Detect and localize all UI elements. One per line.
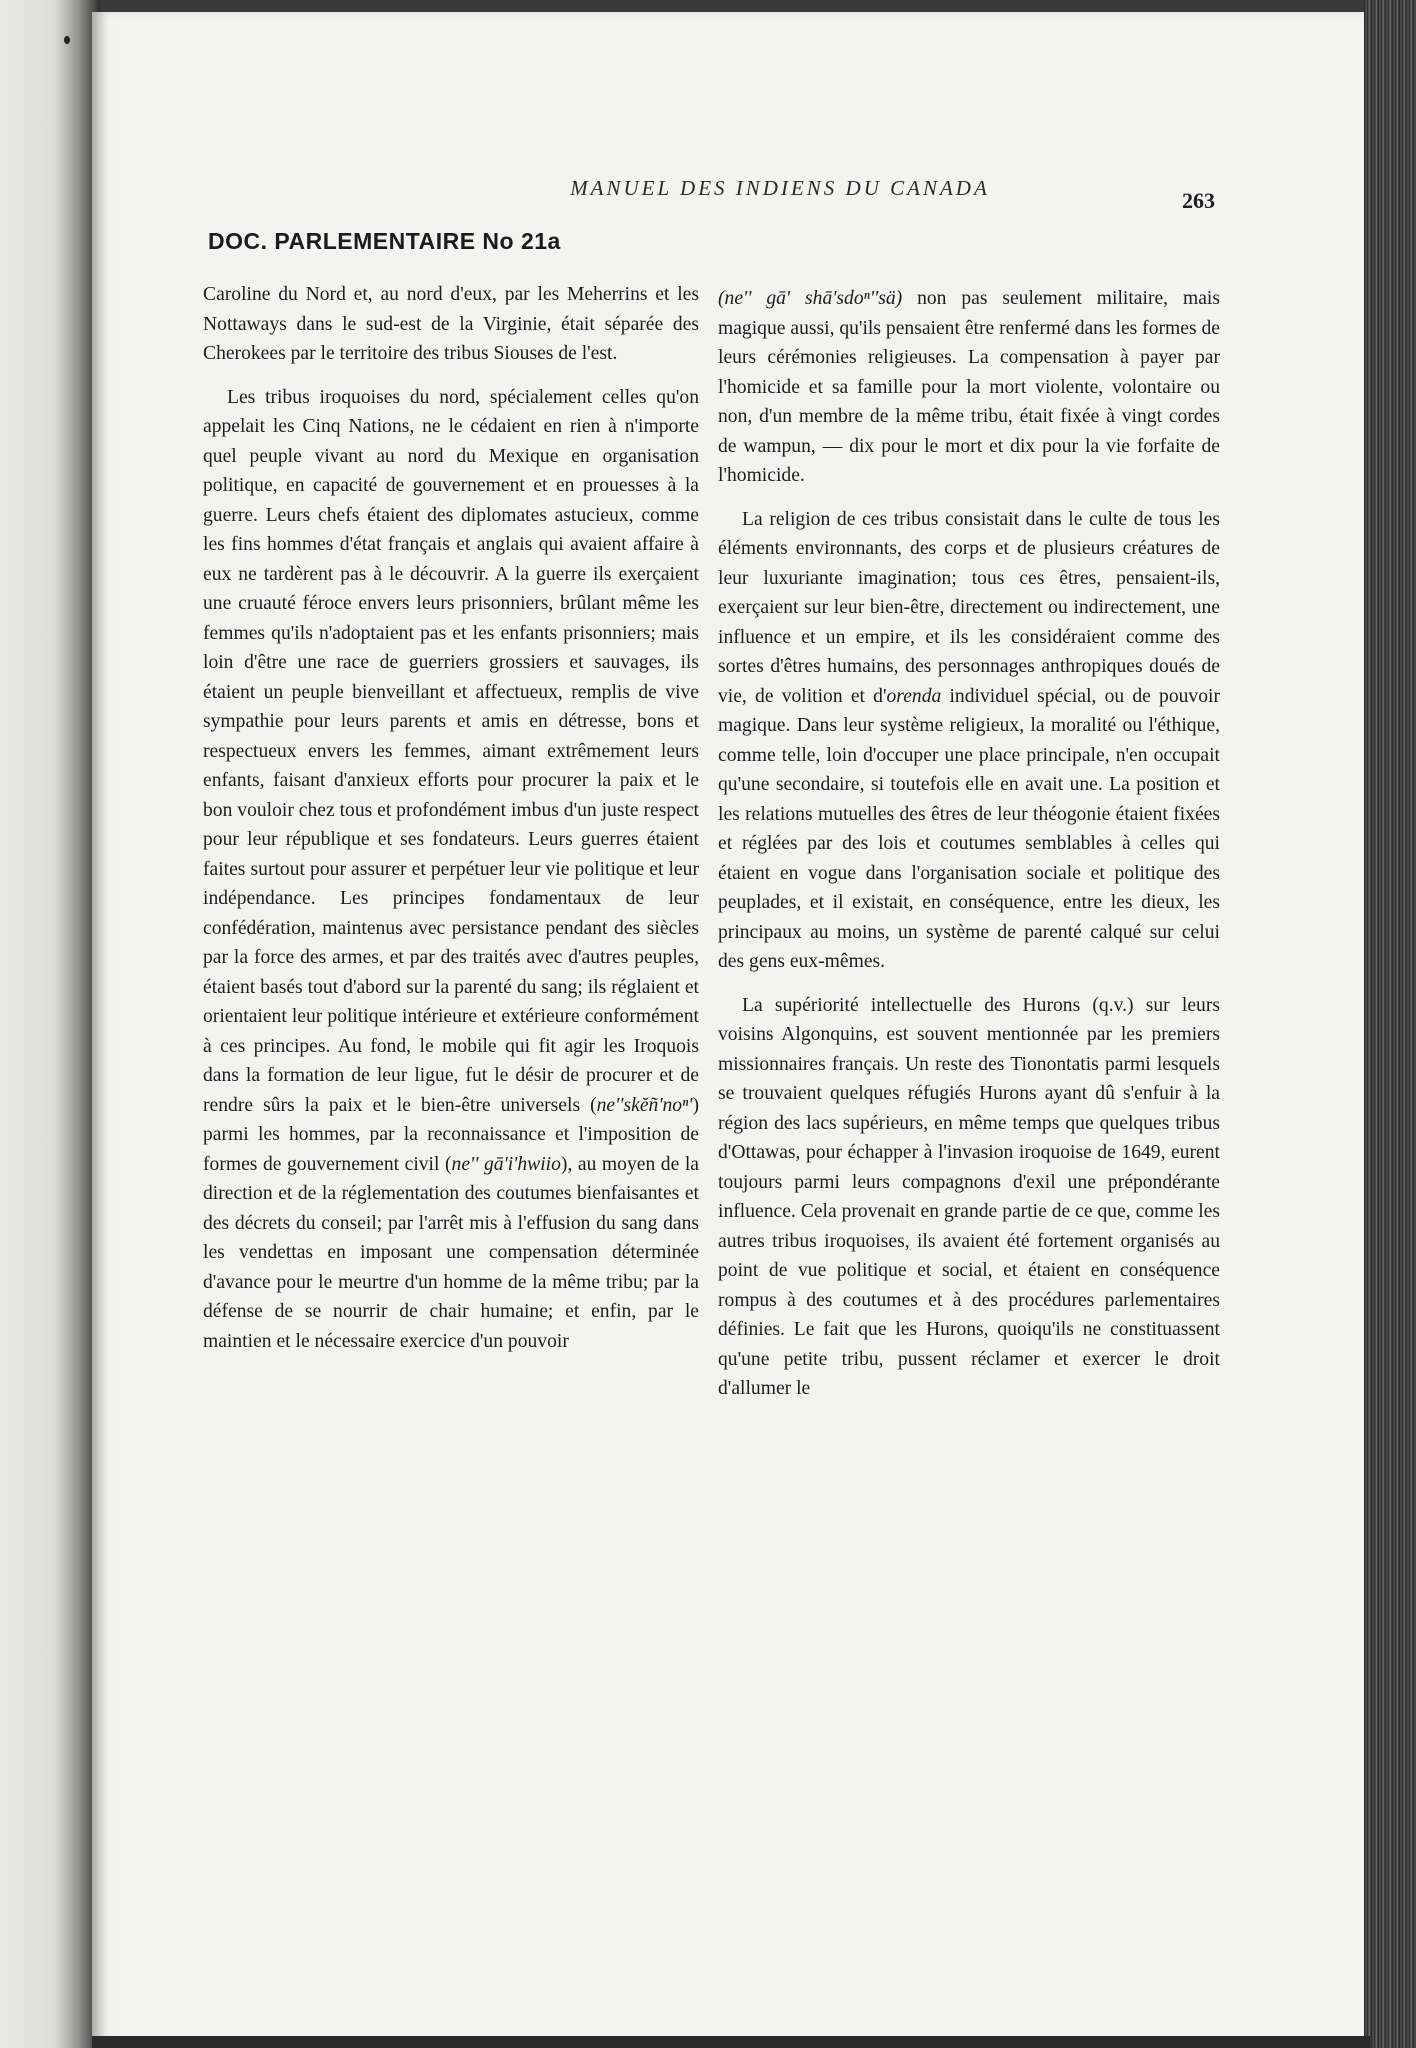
page-number: 263 [1182, 188, 1215, 213]
iroquois-term: (ne'' gā' shā'sdoⁿ''sä) [718, 288, 903, 309]
paragraph: La supériorité intellectuelle des Hurons (q.v.) sur leurs voisins Algonquins, est souvent mentionnée par les premiers missionnaires français. Un reste des Tionontatis parmi lesquels se trouvaient quelques réfugiés Hurons ayant dû s'enfuir à la région des lacs supérieurs, en même temps que quelques tribus d'Ottawas, pour échapper à l'invasion iroquoise de 1649, eurent toujours parmi leurs compagnons d'exil une prépondérante influence. Cela provenait en grande partie de ce que, comme les autres tribus iroquoises, ils avaient été fortement organisés au point de vue politique et social, et étaient en conséquence rompus à des coutumes et à des procédures parlementaires définies. Le fait que les Hurons, quoiqu'ils ne constituassent qu'une petite tribu, pussent réclamer et exercer le droit d'allumer le [718, 994, 1220, 1399]
doc-label: DOC. PARLEMENTAIRE No 21a [208, 228, 561, 254]
running-head: MANUEL DES INDIENS DU CANADA [570, 176, 990, 200]
iroquois-term: ne''skĕñ'noⁿ' [596, 1094, 693, 1116]
right-column [718, 284, 1220, 1404]
paragraph: Caroline du Nord et, au nord d'eux, par les Meherrins et les Nottaways dans le sud-est de la Virginie, était séparée des Cherokees par le territoire des tribus Siouses de l'est. [203, 284, 699, 364]
iroquois-term: orenda [886, 685, 942, 707]
book-right-edge [1364, 0, 1416, 2048]
paragraph: (ne'' gā' shā'sdoⁿ''sä) non pas seulement militaire, mais magique aussi, qu'ils pensaient être renfermé dans les formes de leurs cérémonies religieuses. La compensation à payer par l'homicide et sa famille pour la mort violente, volontaire ou non, d'un membre de la même tribu, était fixée à vingt cordes de wampun, — dix pour le mort et dix pour la vie forfaite de l'homicide. [718, 288, 1220, 486]
book-bottom-edge [92, 2036, 1370, 2048]
scan-speck [64, 36, 70, 44]
iroquois-term: ne'' gā'i'hwiio [451, 1153, 561, 1175]
book-left-edge [0, 0, 100, 2048]
left-column [203, 280, 699, 1356]
paragraph: La religion de ces tribus consistait dans le culte de tous les éléments environnants, des corps et de plusieurs créatures de leur luxuriante imagination; tous ces êtres, pensaient-ils, exerçaient sur leur bien-être, directement ou indirectement, une influence et un empire, et ils les considéraient comme des sortes d'êtres humains, des personnages anthropiques doués de vie, de volition et d'orenda individuel spécial, ou de pouvoir magique. Dans leur système religieux, la moralité ou l'éthique, comme telle, loin d'occuper une place principale, n'en occupait qu'une secondaire, si toutefois elle en avait une. La position et les relations mutuelles des êtres de leur théogonie étaient fixées et réglées par des lois et coutumes semblables à celles qui étaient en vogue dans l'organisation sociale et politique des peuplades, et il existait, en conséquence, entre les dieux, les principaux au moins, un système de parenté calqué sur celui des gens eux-mêmes. [718, 508, 1220, 972]
paragraph: Les tribus iroquoises du nord, spécialement celles qu'on appelait les Cinq Nations, ne le cédaient en rien à n'importe quel peuple vivant au nord du Mexique en organisation politique, en capacité de gouvernement et en prouesses à la guerre. Leurs chefs étaient des diplomates astucieux, comme les fins hommes d'état français et anglais qui avaient affaire à eux ne tardèrent pas à le découvrir. A la guerre ils exerçaient une cruauté féroce envers leurs prisonniers, brûlant même les femmes qu'ils n'adoptaient pas et les enfants prisonniers; mais loin d'être une race de guerriers grossiers et sauvages, ils étaient un peuple bienveillant et affectueux, remplis de vive sympathie pour leurs parents et amis en détresse, bons et respectueux envers les femmes, aimant extrêmement leurs enfants, faisant d'anxieux efforts pour procurer la paix et le bon vouloir chez tous et profondément imbus d'un juste respect pour leur république et ses fondateurs. Leurs guerres étaient faites surtout pour assurer et perpétuer leur vie politique et leur indépendance. Les principes fondamentaux de leur confédération, maintenus avec persistance pendant des siècles par la force des armes, et par des traités avec d'autres peuples, étaient basés tout d'abord sur la parenté du sang; ils réglaient et orientaient leur politique intérieure et extérieure conformément à ces principes. Au fond, le mobile qui fit agir les Iroquois dans la formation de leur ligue, fut le désir de procurer et de rendre sûrs la paix et le bien-être universels (ne''skĕñ'noⁿ') parmi les hommes, par la reconnaissance et l'imposition de formes de gouvernement civil (ne'' gā'i'hwiio), au moyen de la direction et de la réglementation des coutumes bienfaisantes et des décrets du conseil; par l'arrêt mis à l'effusion du sang dans les vendettas en imposant une compensation déterminée d'avance pour le meurtre d'un homme de la même tribu; par la défense de se nourrir de chair humaine; et enfin, par le maintien et le nécessaire exercice d'un pouvoir [203, 386, 699, 1352]
